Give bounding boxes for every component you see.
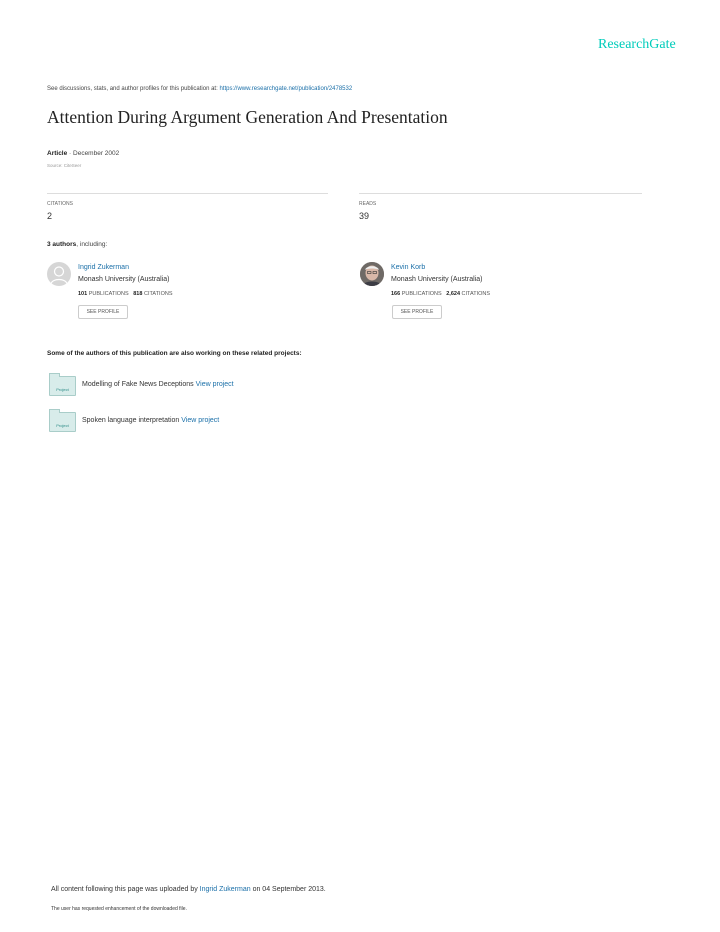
authors-heading bbox=[47, 241, 107, 248]
divider-left bbox=[47, 193, 328, 194]
citations-value: 2 bbox=[47, 211, 53, 221]
reads-label: READS bbox=[359, 201, 377, 207]
project-folder-label: Project bbox=[56, 387, 69, 392]
upload-suffix: on 04 September 2013. bbox=[250, 886, 326, 893]
view-project-link[interactable]: View project bbox=[195, 381, 234, 388]
project-folder-icon[interactable] bbox=[49, 376, 76, 396]
reads-value: 39 bbox=[359, 211, 370, 221]
project-item bbox=[82, 381, 234, 388]
upload-notice bbox=[51, 886, 326, 893]
author-citations-count: 2,624 bbox=[446, 291, 461, 297]
author-name-link[interactable]: Ingrid Zukerman bbox=[78, 264, 129, 271]
enhancement-note: The user has requested enhancement of the downloaded file. bbox=[51, 906, 187, 912]
project-title: Spoken language interpretation bbox=[82, 417, 182, 424]
researchgate-logo[interactable]: ResearchGate bbox=[598, 37, 676, 52]
intro-line bbox=[47, 86, 352, 92]
publication-type: Article bbox=[47, 150, 68, 157]
related-projects-heading: Some of the authors of this publication are also working on these related projects: bbox=[47, 350, 302, 357]
project-title: Modelling of Fake News Deceptions bbox=[82, 381, 196, 388]
author-citations-count: 818 bbox=[133, 291, 143, 297]
upload-prefix: All content following this page was uploaded by bbox=[51, 886, 200, 893]
publication-date: · December 2002 bbox=[67, 150, 120, 157]
author-publications-label: PUBLICATIONS bbox=[400, 291, 442, 297]
authors-suffix: , including: bbox=[76, 241, 108, 248]
project-item bbox=[82, 417, 219, 424]
view-project-link[interactable]: View project bbox=[181, 417, 220, 424]
divider-right bbox=[359, 193, 642, 194]
author-citations-label: CITATIONS bbox=[460, 291, 491, 297]
intro-text: See discussions, stats, and author profiles for this publication at: bbox=[47, 86, 220, 92]
uploader-link[interactable]: Ingrid Zukerman bbox=[199, 886, 251, 893]
publication-meta bbox=[47, 150, 119, 157]
author-stats bbox=[391, 291, 490, 297]
publication-source: Source: CiteSeer bbox=[47, 163, 82, 168]
author-institution: Monash University (Australia) bbox=[391, 276, 483, 283]
publication-title: Attention During Argument Generation And Presentation bbox=[47, 107, 448, 127]
project-folder-label: Project bbox=[56, 423, 69, 428]
author-citations-label: CITATIONS bbox=[142, 291, 173, 297]
author-institution: Monash University (Australia) bbox=[78, 276, 170, 283]
author-photo-icon[interactable] bbox=[360, 262, 384, 286]
author-name-link[interactable]: Kevin Korb bbox=[391, 264, 426, 271]
see-profile-button[interactable]: SEE PROFILE bbox=[78, 305, 128, 319]
author-stats bbox=[78, 291, 172, 297]
avatar-placeholder-icon[interactable] bbox=[47, 262, 71, 286]
project-folder-icon[interactable] bbox=[49, 412, 76, 432]
citations-label: CITATIONS bbox=[47, 201, 73, 207]
authors-count: 3 authors bbox=[47, 241, 77, 248]
see-profile-button[interactable]: SEE PROFILE bbox=[392, 305, 442, 319]
author-publications-count: 166 bbox=[391, 291, 401, 297]
publication-link[interactable]: https://www.researchgate.net/publication/2478532 bbox=[219, 86, 353, 92]
author-publications-label: PUBLICATIONS bbox=[87, 291, 129, 297]
author-publications-count: 101 bbox=[78, 291, 88, 297]
